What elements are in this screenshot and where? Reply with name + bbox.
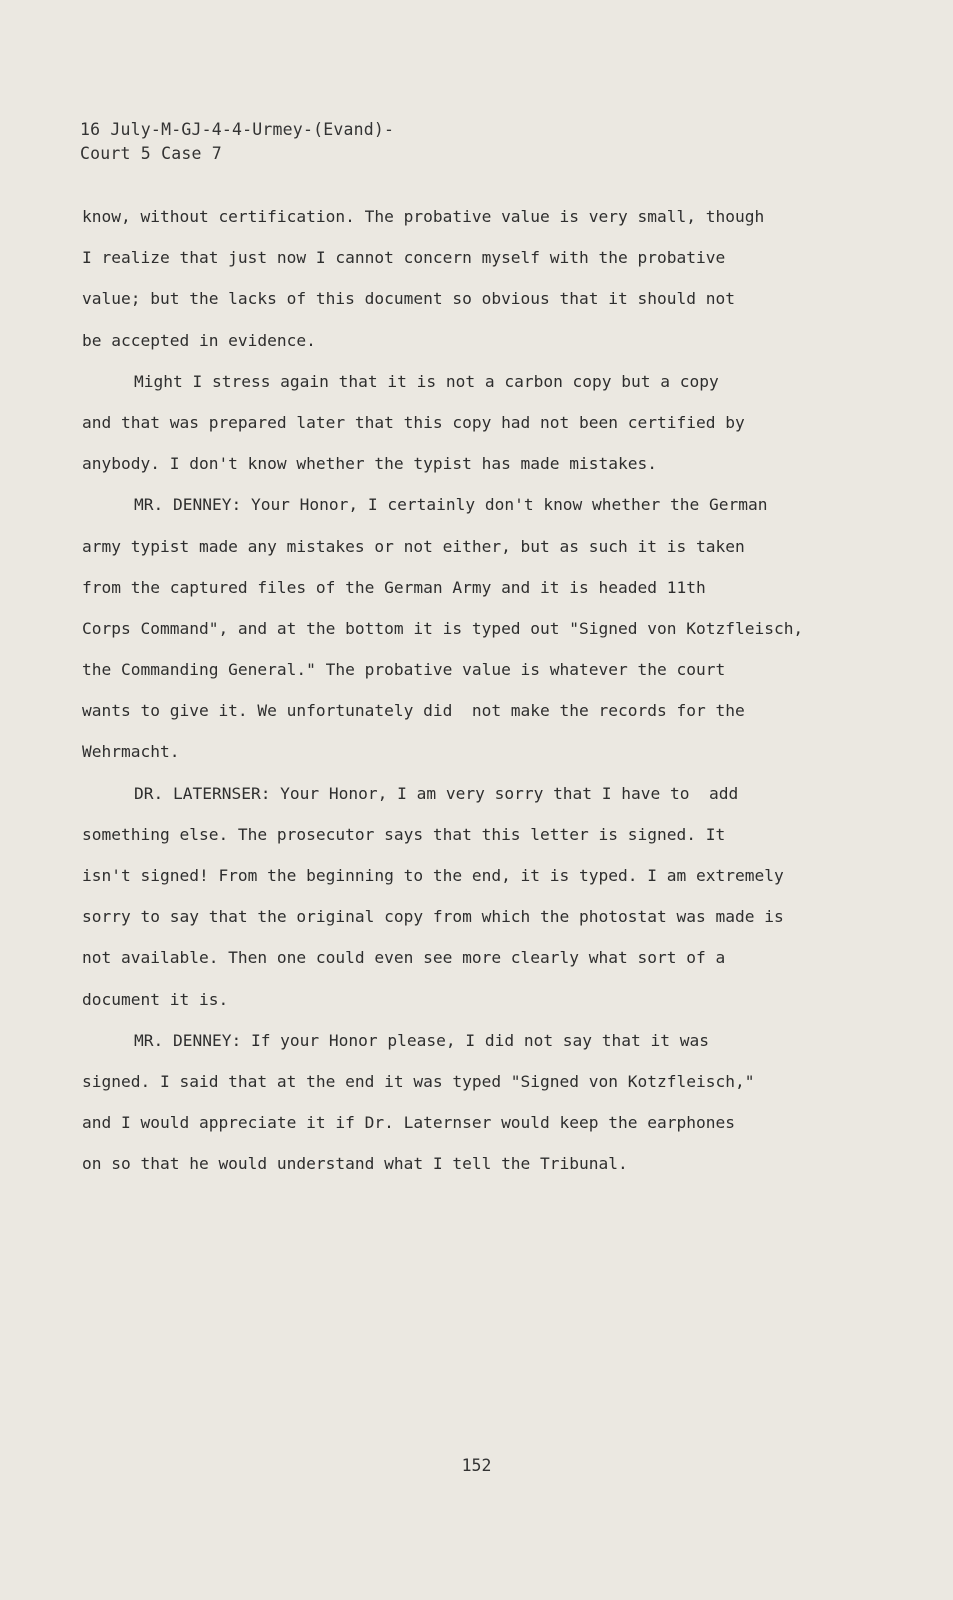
transcript-line: and I would appreciate it if Dr. Laternser would keep the earphones [82, 1113, 735, 1133]
transcript-line: be accepted in evidence. [82, 330, 316, 350]
transcript-line: DR. LATERNSER: Your Honor, I am very sorry that I have to add [134, 783, 739, 803]
transcript-line: sorry to say that the original copy from which the photostat was made is [82, 907, 784, 927]
transcript-line: Might I stress again that it is not a carbon copy but a copy [134, 371, 719, 391]
transcript-line: signed. I said that at the end it was typed "Signed von Kotzfleisch," [82, 1071, 755, 1091]
transcript-line: anybody. I don't know whether the typist has made mistakes. [82, 454, 657, 474]
transcript-line: value; but the lacks of this document so obvious that it should not [82, 289, 735, 309]
transcript-line: MR. DENNEY: Your Honor, I certainly don't know whether the German [134, 495, 768, 515]
transcript-line: the Commanding General." The probative value is whatever the court [82, 660, 726, 680]
transcript-line: isn't signed! From the beginning to the end, it is typed. I am extremely [82, 866, 784, 885]
transcript-line: wants to give it. We unfortunately did not make the records for the [82, 701, 745, 721]
transcript-line: and that was prepared later that this copy had not been certified by [82, 412, 745, 432]
transcript-line: MR. DENNEY: If your Honor please, I did not say that it was [134, 1030, 709, 1050]
transcript-line: something else. The prosecutor says that this letter is signed. It [82, 824, 726, 844]
transcript-line: document it is. [82, 989, 229, 1009]
header-session-line: 16 July-M-GJ-4-4-Urmey-(Evand)- [80, 120, 395, 139]
transcript-line: army typist made any mistakes or not either, but as such it is taken [82, 536, 745, 556]
transcript-line: Corps Command", and at the bottom it is typed out "Signed von Kotzfleisch, [82, 618, 804, 638]
header-court-line: Court 5 Case 7 [80, 144, 222, 163]
transcript-body [82, 196, 882, 1185]
transcript-line: from the captured files of the German Army and it is headed 11th [82, 577, 706, 597]
transcript-line: Wehrmacht. [82, 742, 180, 762]
transcript-line: on so that he would understand what I tell the Tribunal. [82, 1154, 628, 1174]
transcript-line: not available. Then one could even see more clearly what sort of a [82, 948, 726, 968]
transcript-line: I realize that just now I cannot concern myself with the probative [82, 248, 726, 268]
document-header [80, 118, 394, 166]
transcript-line: know, without certification. The probative value is very small, though [82, 207, 765, 226]
page-number: 152 [461, 1456, 492, 1475]
